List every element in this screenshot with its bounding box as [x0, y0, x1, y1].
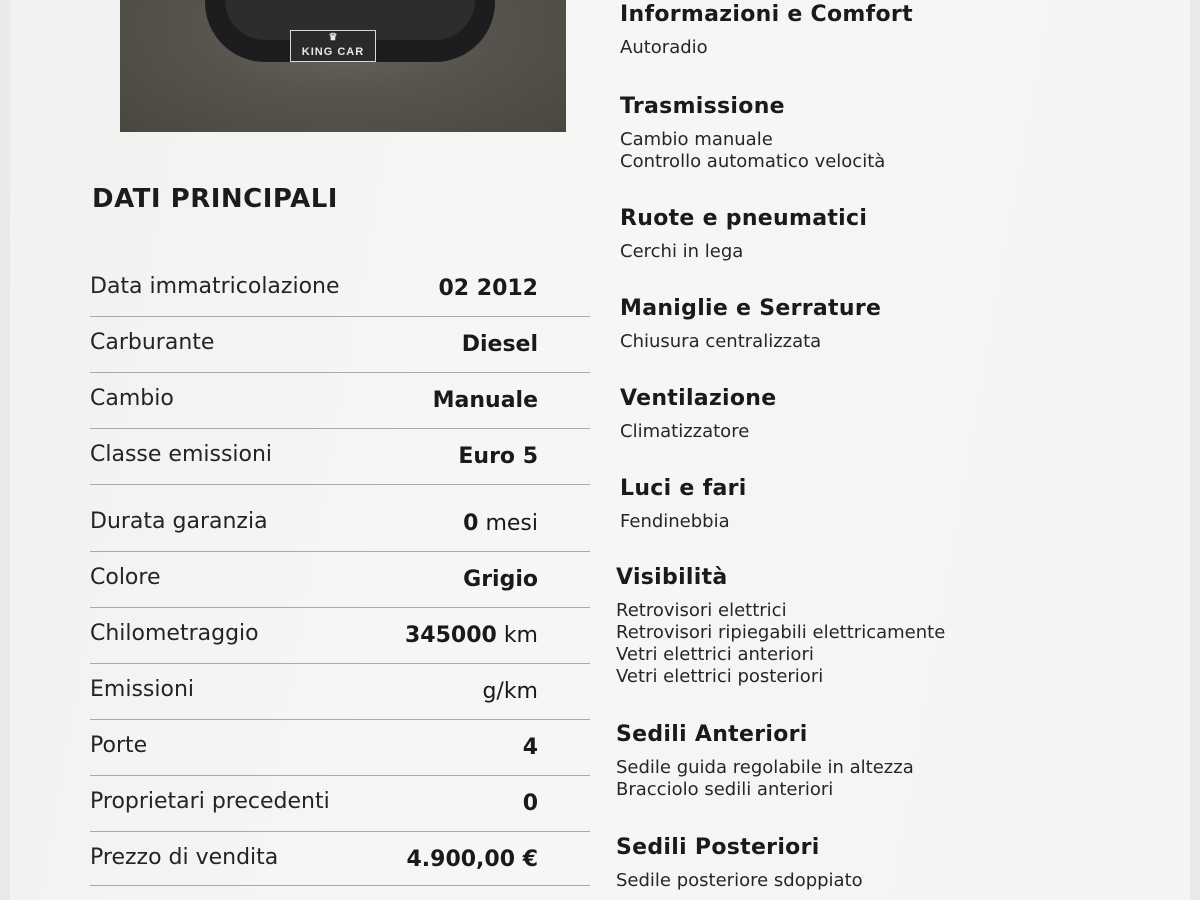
feature-group-title: Sedili Posteriori	[616, 835, 820, 860]
spec-label: Colore	[90, 565, 161, 590]
spec-label: Cambio	[90, 386, 174, 411]
spec-value	[433, 388, 538, 413]
document-sheet	[10, 0, 1190, 900]
spec-value	[458, 444, 538, 469]
spec-row	[90, 665, 590, 720]
feature-item: Sedile posteriore sdoppiato	[616, 870, 863, 891]
feature-item: Sedile guida regolabile in altezza	[616, 757, 914, 778]
spec-value-number: 0	[522, 791, 538, 816]
spec-value-number: 345000	[404, 623, 497, 648]
spec-value-number: Manuale	[432, 388, 538, 413]
feature-group	[620, 296, 881, 353]
feature-group	[616, 835, 863, 892]
spec-label: Carburante	[90, 330, 215, 355]
feature-group	[620, 206, 867, 263]
feature-item: Chiusura centralizzata	[620, 331, 822, 352]
spec-value	[463, 511, 538, 536]
spec-row	[90, 318, 590, 373]
spec-value	[482, 679, 538, 704]
dealer-plate-text: KING CAR	[301, 46, 365, 58]
spec-row	[90, 262, 590, 317]
feature-item: Vetri elettrici anteriori	[616, 644, 814, 665]
spec-value-number: Euro 5	[458, 444, 538, 469]
feature-item: Cerchi in lega	[620, 241, 744, 262]
feature-item: Controllo automatico velocità	[620, 151, 886, 172]
spec-label: Data immatricolazione	[90, 274, 340, 299]
spec-label: Prezzo di vendita	[90, 845, 279, 870]
feature-item: Fendinebbia	[620, 511, 730, 532]
spec-label: Durata garanzia	[90, 509, 268, 534]
spec-value-number: Diesel	[461, 332, 538, 357]
spec-label: Chilometraggio	[90, 621, 259, 646]
feature-group	[616, 722, 914, 801]
spec-value-number: 4.900,00 €	[406, 847, 538, 872]
feature-item: Climatizzatore	[620, 421, 750, 442]
feature-group-title: Ruote e pneumatici	[620, 206, 868, 231]
feature-item: Vetri elettrici posteriori	[616, 666, 824, 687]
feature-group	[620, 94, 885, 173]
spec-row	[90, 374, 590, 429]
feature-item: Retrovisori ripiegabili elettricamente	[616, 622, 946, 643]
spec-value-number: 02 2012	[438, 276, 538, 301]
spec-label: Emissioni	[90, 677, 194, 702]
feature-item: Autoradio	[620, 37, 708, 58]
feature-group-title: Trasmissione	[620, 94, 785, 119]
section-title: DATI PRINCIPALI	[92, 184, 338, 214]
crown-icon: ♛	[328, 32, 338, 43]
spec-value	[523, 735, 538, 760]
spec-row	[90, 430, 590, 485]
feature-group-title: Ventilazione	[620, 386, 777, 411]
feature-group-title: Sedili Anteriori	[616, 722, 808, 747]
spec-value	[463, 567, 538, 592]
feature-group-title: Informazioni e Comfort	[620, 2, 913, 27]
spec-value-unit: km	[496, 623, 538, 648]
feature-item: Retrovisori elettrici	[616, 600, 787, 621]
spec-value-unit: mesi	[478, 511, 538, 536]
feature-item: Cambio manuale	[620, 129, 773, 150]
feature-group	[620, 476, 747, 533]
feature-group-title: Luci e fari	[620, 476, 747, 501]
feature-group	[620, 2, 913, 59]
spec-row	[90, 609, 590, 664]
feature-group-title: Maniglie e Serrature	[620, 296, 882, 321]
feature-group-title: Visibilità	[616, 565, 728, 590]
car-photo	[120, 0, 566, 132]
feature-group	[616, 565, 945, 688]
spec-row	[90, 497, 590, 552]
spec-value	[405, 623, 538, 648]
spec-label: Proprietari precedenti	[90, 789, 330, 814]
spec-value-number: 0	[463, 511, 479, 536]
spec-row	[90, 553, 590, 608]
spec-label: Classe emissioni	[90, 442, 273, 467]
spec-row	[90, 833, 590, 886]
spec-value-number: 4	[522, 735, 538, 760]
spec-label: Porte	[90, 733, 148, 758]
spec-value-number: Grigio	[463, 567, 538, 592]
spec-value-unit: g/km	[482, 679, 538, 704]
spec-value	[406, 847, 538, 872]
spec-value	[462, 332, 538, 357]
spec-value	[438, 276, 538, 301]
feature-group	[620, 386, 777, 443]
dealer-plate	[290, 30, 376, 62]
feature-item: Bracciolo sedili anteriori	[616, 779, 834, 800]
spec-value	[523, 791, 538, 816]
spec-row	[90, 721, 590, 776]
spec-row	[90, 777, 590, 832]
